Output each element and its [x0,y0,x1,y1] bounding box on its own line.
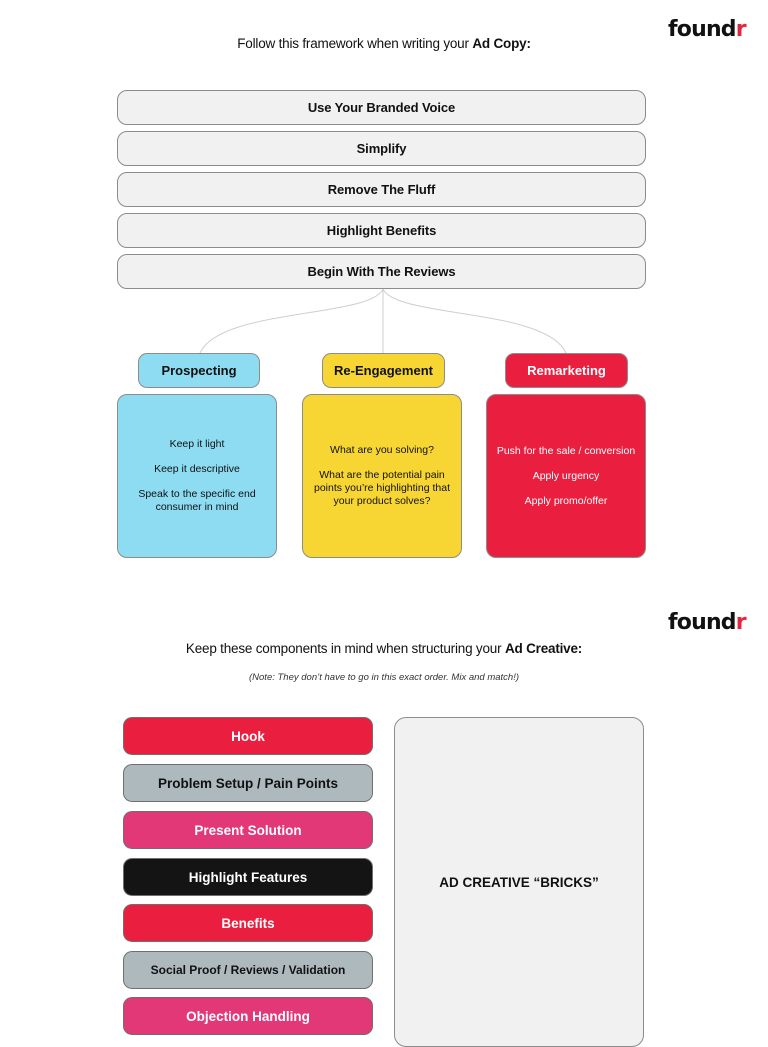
step-remove-fluff: Remove The Fluff [117,172,646,207]
step-branded-voice: Use Your Branded Voice [117,90,646,125]
card-re-engagement [302,394,462,558]
connector-remarketing [383,289,566,353]
brick-benefits: Benefits [123,904,373,942]
tag-re-engagement: Re-Engagement [322,353,445,388]
ordering-note: (Note: They don’t have to go in this exact order. Mix and match!) [249,672,519,683]
foundr-logo: foundr [668,17,746,42]
card-line: Keep it descriptive [154,463,240,475]
tag-prospecting: Prospecting [138,353,260,388]
card-remarketing [486,394,646,558]
brick-social-proof: Social Proof / Reviews / Validation [123,951,373,989]
card-prospecting [117,394,277,558]
card-line: Push for the sale / conversion [496,444,636,457]
brick-hook: Hook [123,717,373,755]
brick-objection-handling: Objection Handling [123,997,373,1035]
brick-present-solution: Present Solution [123,811,373,849]
card-line: Speak to the specific end consumer in mind [138,488,256,513]
ad-creative-bricks-panel [394,717,644,1047]
tag-remarketing: Remarketing [505,353,628,388]
card-line: Apply promo/offer [524,494,608,507]
connector-prospecting [200,289,383,353]
card-line: Keep it light [169,438,225,450]
step-begin-reviews: Begin With The Reviews [117,254,646,289]
ad-creative-intro: Keep these components in mind when structuring your Ad Creative: [185,641,583,656]
step-highlight-benefits: Highlight Benefits [117,213,646,248]
foundr-logo: foundr [668,610,746,635]
card-line: What are the potential pain points you’re highlighting that your product solves? [313,469,450,507]
card-line: What are you solving? [330,444,434,456]
ad-copy-intro: Follow this framework when writing your Ad Copy: [237,36,531,51]
step-simplify: Simplify [117,131,646,166]
panel-label: AD CREATIVE “BRICKS” [439,874,599,890]
brick-highlight-features: Highlight Features [123,858,373,896]
brick-problem-setup: Problem Setup / Pain Points [123,764,373,802]
card-line: Apply urgency [532,469,600,482]
